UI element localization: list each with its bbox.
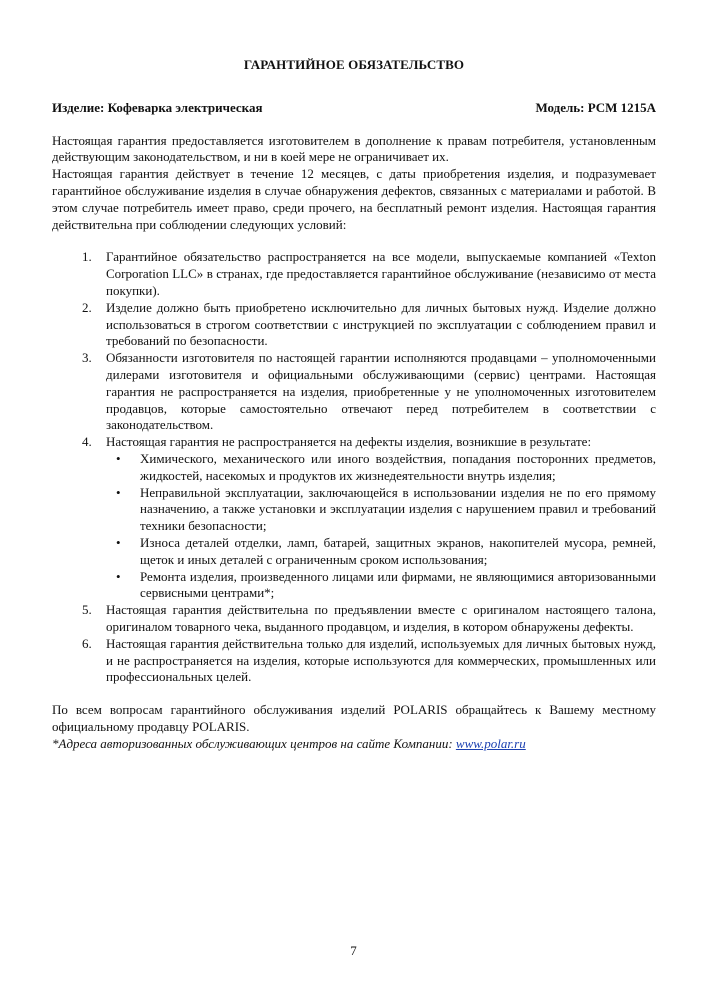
term-item bbox=[52, 300, 656, 350]
exclusion-text: Неправильной эксплуатации, заключающейся в использовании изделия не по его прямому назначению, а также установки и эксплуатации изделия с нарушением правил и требований техники безопасности; bbox=[140, 484, 656, 534]
page-number: 7 bbox=[350, 943, 357, 958]
term-number: 1. bbox=[82, 249, 92, 265]
service-centers-footnote bbox=[52, 736, 656, 753]
bullet-icon: • bbox=[116, 450, 121, 466]
term-text: Гарантийное обязательство распространяется на все модели, выпускаемые компанией «Texton Corporation LLC» в странах, где предоставляется гарантийное обслуживание (независимо от места покупки). bbox=[106, 249, 656, 298]
term-number: 4. bbox=[82, 434, 92, 450]
term-item bbox=[52, 602, 656, 636]
intro-paragraph: Настоящая гарантия предоставляется изготовителем в дополнение к правам потребителя, установленным действующим законодательством, и ни в коей мере не ограничивает их. bbox=[52, 132, 656, 165]
bullet-icon: • bbox=[116, 568, 121, 584]
intro-paragraph: Настоящая гарантия действует в течение 12 месяцев, с даты приобретения изделия, и подразумевает гарантийное обслуживание изделия в случае обнаружения дефектов, связанных с материалами и работой. В этом случае потребитель имеет право, среди прочего, на бесплатный ремонт изделия. Настоящая гарантия действительна при соблюдении следующих условий: bbox=[52, 166, 656, 232]
exclusion-item bbox=[106, 569, 656, 603]
term-number: 2. bbox=[82, 299, 92, 315]
term-text: Изделие должно быть приобретено исключительно для личных бытовых нужд. Изделие должно использоваться в строгом соответствии с инструкцией по эксплуатации с соблюдением правил и требований по безопасности. bbox=[106, 299, 656, 349]
warranty-page bbox=[52, 57, 656, 752]
term-item bbox=[52, 636, 656, 686]
term-text: Обязанности изготовителя по настоящей гарантии исполняются продавцами – уполномоченными дилерами изготовителя и официальными обслуживающими (сервис) центрами. Настоящая гарантия не распространяется на изделия, приобретенные у не уполномоченных изготовителем продавцов, которые самостоятельно отвечают перед потребителем в соответствии с законодательством. bbox=[106, 350, 656, 433]
product-label: Изделие: Кофеварка электрическая bbox=[52, 99, 263, 115]
term-number: 3. bbox=[82, 350, 92, 366]
term-text: Настоящая гарантия не распространяется на дефекты изделия, возникшие в результате: bbox=[106, 434, 592, 450]
exclusion-item bbox=[106, 535, 656, 569]
model-label: Модель: PCM 1215A bbox=[535, 99, 656, 115]
document-title: ГАРАНТИЙНОЕ ОБЯЗАТЕЛЬСТВО bbox=[243, 57, 465, 72]
exclusion-text: Ремонта изделия, произведенного лицами или фирмами, не являющимися авторизованными сервисными центрами*; bbox=[140, 568, 656, 601]
term-item bbox=[52, 249, 656, 299]
term-item bbox=[52, 350, 656, 434]
warranty-terms-list bbox=[52, 249, 656, 686]
exclusions-list bbox=[106, 451, 656, 602]
term-text: Настоящая гарантия действительна по предъявлении вместе с оригиналом настоящего талона, оригиналом товарного чека, выданного продавцом, и изделия, в котором обнаружены дефекты. bbox=[106, 602, 656, 634]
exclusion-item bbox=[106, 451, 656, 485]
polar-website-link[interactable]: www.polar.ru bbox=[455, 735, 526, 751]
term-text: Настоящая гарантия действительна только для изделий, используемых для личных бытовых нужд, и не распространяется на изделия, которые используются для коммерческих, промышленных или профессиональных целей. bbox=[106, 635, 656, 685]
product-model-line bbox=[52, 100, 656, 117]
closing-paragraph: По всем вопросам гарантийного обслуживания изделий POLARIS обращайтесь к Вашему местному официальному продавцу POLARIS. bbox=[52, 702, 656, 734]
footnote-text: *Адреса авторизованных обслуживающих центров на сайте Компании: bbox=[52, 735, 456, 751]
exclusion-text: Химического, механического или иного воздействия, попадания посторонних предметов, жидкостей, насекомых и продуктов их жизнедеятельности внутрь изделия; bbox=[140, 450, 656, 483]
exclusion-item bbox=[106, 485, 656, 535]
bullet-icon: • bbox=[116, 534, 121, 550]
term-number: 5. bbox=[82, 602, 92, 618]
term-item bbox=[52, 434, 656, 602]
bullet-icon: • bbox=[116, 484, 121, 500]
exclusion-text: Износа деталей отделки, ламп, батарей, защитных экранов, накопителей мусора, ремней, щеток и иных деталей с ограниченным сроком использования; bbox=[140, 534, 656, 567]
term-number: 6. bbox=[82, 635, 92, 651]
